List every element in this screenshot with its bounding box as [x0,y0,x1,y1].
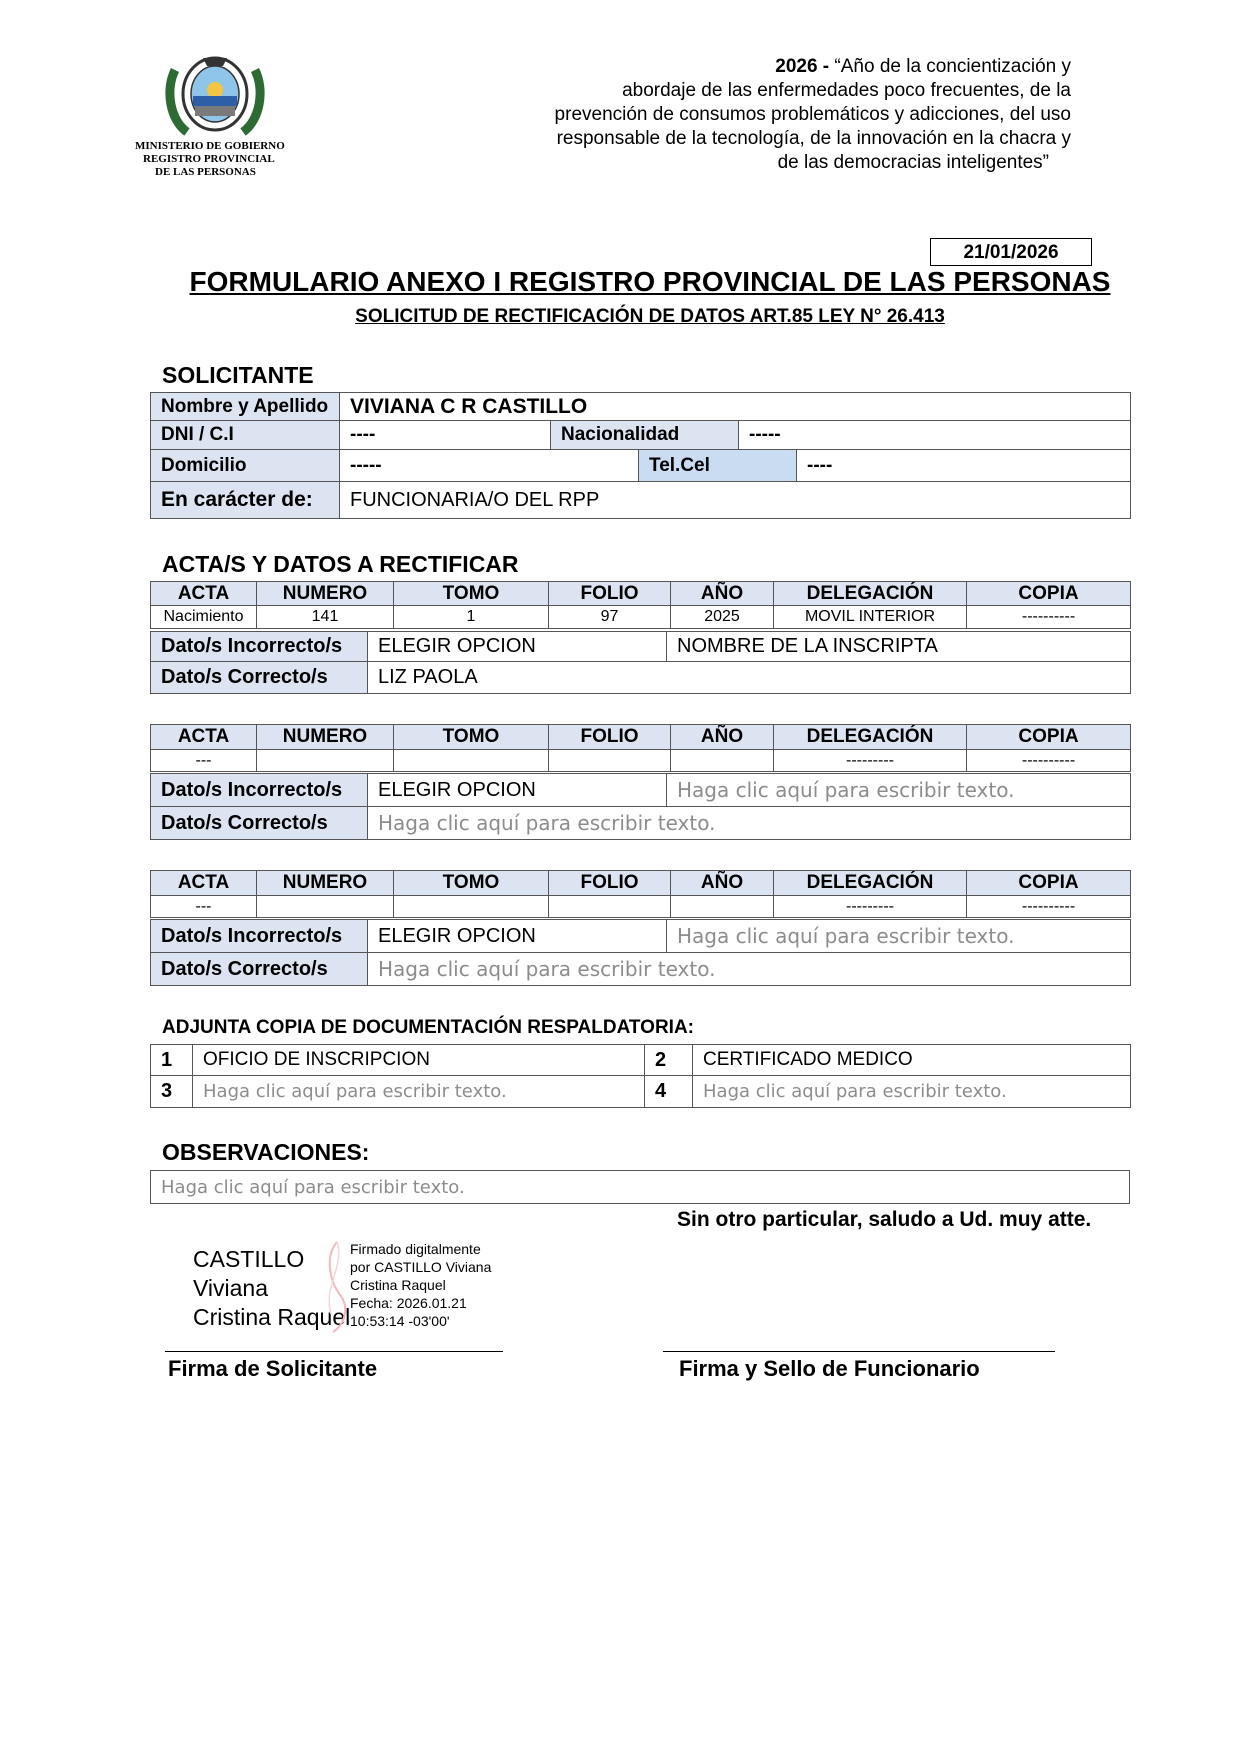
col-acta: ACTA [151,871,257,896]
acta-header-1 [150,581,1131,629]
doc-num-1: 1 [151,1045,193,1076]
ministry-block [135,140,320,179]
col-folio: FOLIO [549,871,671,896]
numero-cell[interactable] [257,896,394,918]
nacionalidad-label: Nacionalidad [551,421,739,450]
signature-line-funcionario [663,1351,1055,1352]
signature-line-solicitante [165,1351,503,1352]
documentacion-heading: ADJUNTA COPIA DE DOCUMENTACIÓN RESPALDATORIA: [162,1017,694,1038]
tomo-cell[interactable] [394,750,549,772]
incorrect-label: Dato/s Incorrecto/s [151,632,368,662]
domicilio-field[interactable]: ----- [340,450,639,482]
numero-cell[interactable] [257,750,394,772]
ministry-line-1: MINISTERIO DE GOBIERNO [135,140,285,152]
col-copia: COPIA [967,725,1131,750]
numero-cell[interactable]: 141 [257,606,394,629]
correct-field[interactable]: Haga clic aquí para escribir texto. [368,807,1131,840]
tel-label: Tel.Cel [639,450,797,482]
col-folio: FOLIO [549,725,671,750]
signature-meta-line-2: por CASTILLO Viviana [350,1259,492,1275]
motto-line-3: prevención de consumos problemáticos y adicciones, del uso [554,104,1071,125]
folio-cell[interactable] [549,896,671,918]
dni-field[interactable]: ---- [340,421,551,450]
motto-line-2: abordaje de las enfermedades poco frecuentes, de la [622,80,1071,101]
col-tomo: TOMO [394,582,549,606]
motto-line-1: “Año de la concientización y [834,56,1071,77]
incorrect-label: Dato/s Incorrecto/s [151,774,368,807]
observaciones-heading: OBSERVACIONES: [162,1139,370,1165]
dato-table-1 [150,631,1131,694]
correct-label: Dato/s Correcto/s [151,662,368,694]
motto-line-5: de las democracias inteligentes” [777,152,1049,173]
caracter-field[interactable]: FUNCIONARIA/O DEL RPP [340,482,1131,519]
col-copia: COPIA [967,582,1131,606]
correct-field[interactable]: Haga clic aquí para escribir texto. [368,953,1131,986]
acta-cell[interactable]: --- [151,750,257,772]
tomo-cell[interactable] [394,896,549,918]
observaciones-field[interactable]: Haga clic aquí para escribir texto. [151,1171,1130,1204]
folio-cell[interactable] [549,750,671,772]
closing-text: Sin otro particular, saludo a Ud. muy atte. [677,1208,1092,1231]
delegacion-cell[interactable]: --------- [774,750,967,772]
acta-cell[interactable]: --- [151,896,257,918]
nombre-field[interactable]: VIVIANA C R CASTILLO [340,393,1131,421]
correct-field[interactable]: LIZ PAOLA [368,662,1131,694]
tel-field[interactable]: ---- [797,450,1131,482]
signature-name-line-3: Cristina Raquel [193,1304,351,1330]
signature-meta-line-4: Fecha: 2026.01.21 [350,1295,467,1311]
solicitante-table [150,392,1131,519]
incorrect-field[interactable]: Haga clic aquí para escribir texto. [667,774,1131,807]
signature-meta-line-1: Firmado digitalmente [350,1241,481,1257]
col-acta: ACTA [151,582,257,606]
col-numero: NUMERO [257,725,394,750]
col-anio: AÑO [671,582,774,606]
anio-cell[interactable] [671,896,774,918]
documentacion-table [150,1044,1131,1108]
col-anio: AÑO [671,725,774,750]
correct-label: Dato/s Correcto/s [151,953,368,986]
copia-cell[interactable]: ---------- [967,896,1131,918]
dni-label: DNI / C.I [151,421,340,450]
col-delegacion: DELEGACIÓN [774,582,967,606]
col-delegacion: DELEGACIÓN [774,725,967,750]
col-numero: NUMERO [257,871,394,896]
firma-funcionario-label: Firma y Sello de Funcionario [679,1356,980,1381]
year-motto [451,55,1071,175]
incorrect-label: Dato/s Incorrecto/s [151,920,368,953]
caracter-label: En carácter de: [151,482,340,519]
signature-mark-icon [315,1236,355,1336]
acta-cell[interactable]: Nacimiento [151,606,257,629]
correct-label: Dato/s Correcto/s [151,807,368,840]
dato-table-3 [150,919,1131,986]
solicitante-heading: SOLICITANTE [162,362,314,388]
tomo-cell[interactable]: 1 [394,606,549,629]
observaciones-table [150,1170,1130,1204]
ministry-line-3: DE LAS PERSONAS [155,166,256,178]
doc-field-3[interactable]: Haga clic aquí para escribir texto. [193,1076,645,1108]
acta-header-3 [150,870,1131,918]
col-tomo: TOMO [394,725,549,750]
province-seal-logo [165,50,265,140]
signature-meta-line-5: 10:53:14 -03'00' [350,1313,450,1329]
form-title: FORMULARIO ANEXO I REGISTRO PROVINCIAL DE LAS PERSONAS [189,266,1111,297]
doc-field-4[interactable]: Haga clic aquí para escribir texto. [693,1076,1131,1108]
incorrect-choice-dropdown[interactable]: ELEGIR OPCION [368,920,667,953]
anio-cell[interactable]: 2025 [671,606,774,629]
folio-cell[interactable]: 97 [549,606,671,629]
doc-num-2: 2 [645,1045,693,1076]
actas-heading: ACTA/S Y DATOS A RECTIFICAR [162,551,519,577]
doc-field-2[interactable]: CERTIFICADO MEDICO [693,1045,1131,1076]
incorrect-choice-dropdown[interactable]: ELEGIR OPCION [368,774,667,807]
col-copia: COPIA [967,871,1131,896]
copia-cell[interactable]: ---------- [967,606,1131,629]
motto-year: 2026 - [775,56,830,77]
copia-cell[interactable]: ---------- [967,750,1131,772]
anio-cell[interactable] [671,750,774,772]
col-tomo: TOMO [394,871,549,896]
signature-meta-line-3: Cristina Raquel [350,1277,446,1293]
col-numero: NUMERO [257,582,394,606]
signature-name-line-1: CASTILLO [193,1246,305,1272]
doc-field-1[interactable]: OFICIO DE INSCRIPCION [193,1045,645,1076]
incorrect-choice-dropdown[interactable]: ELEGIR OPCION [368,632,667,662]
doc-num-4: 4 [645,1076,693,1108]
col-delegacion: DELEGACIÓN [774,871,967,896]
ministry-line-2: REGISTRO PROVINCIAL [143,153,275,165]
doc-num-3: 3 [151,1076,193,1108]
domicilio-label: Domicilio [151,450,340,482]
motto-line-4: responsable de la tecnología, de la innovación en la chacra y [556,128,1071,149]
incorrect-field[interactable]: Haga clic aquí para escribir texto. [667,920,1131,953]
col-acta: ACTA [151,725,257,750]
delegacion-cell[interactable]: MOVIL INTERIOR [774,606,967,629]
incorrect-field[interactable]: NOMBRE DE LA INSCRIPTA [667,632,1131,662]
col-anio: AÑO [671,871,774,896]
dato-table-2 [150,773,1131,840]
signature-name-line-2: Viviana [193,1275,269,1301]
signature-meta [350,1240,491,1330]
col-folio: FOLIO [549,582,671,606]
nacionalidad-field[interactable]: ----- [739,421,1131,450]
form-subtitle: SOLICITUD DE RECTIFICACIÓN DE DATOS ART.85 LEY N° 26.413 [355,306,945,327]
firma-solicitante-label: Firma de Solicitante [168,1356,378,1381]
nombre-label: Nombre y Apellido [151,393,340,421]
delegacion-cell[interactable]: --------- [774,896,967,918]
acta-header-2 [150,724,1131,772]
date-field[interactable]: 21/01/2026 [930,238,1092,266]
